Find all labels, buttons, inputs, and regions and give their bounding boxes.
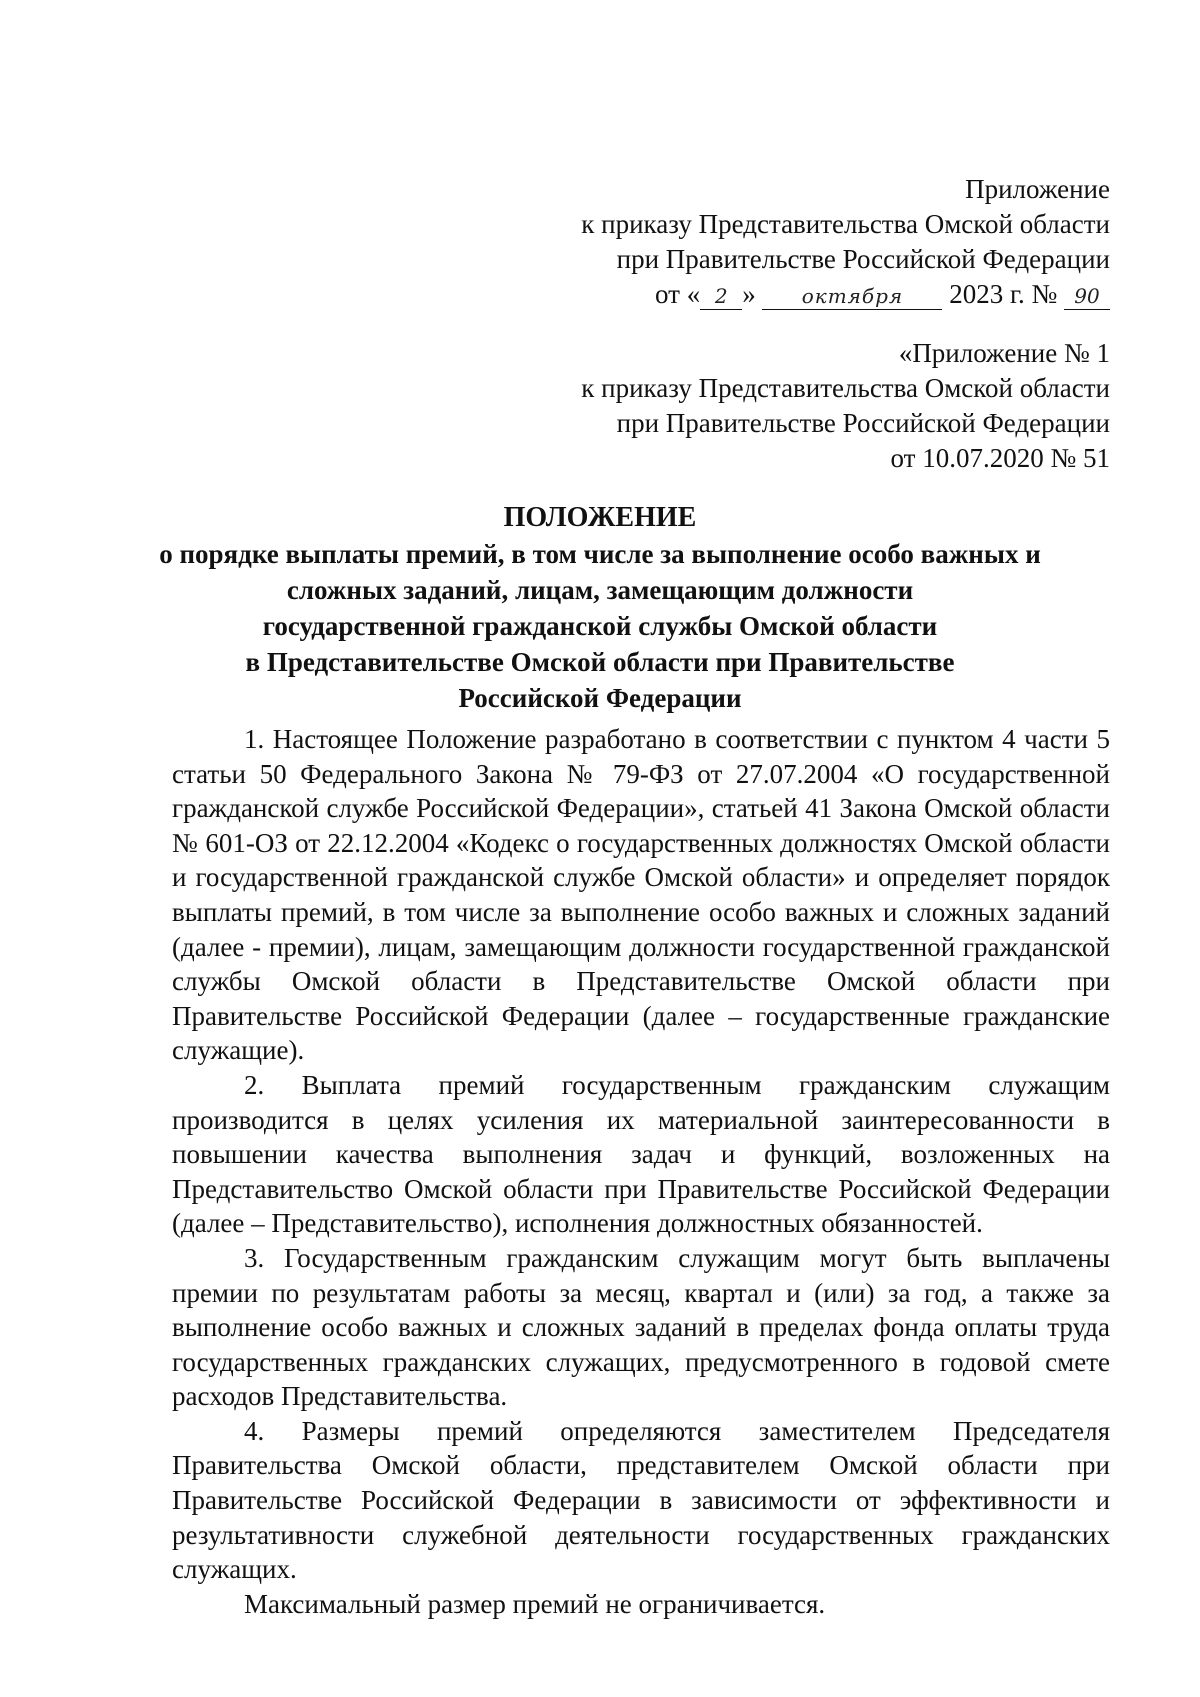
- title-main: ПОЛОЖЕНИЕ: [503, 502, 697, 533]
- paragraph-3: 3. Государственным гражданским служащим могут быть выплачены премии по результатам работы за месяц, квартал и (или) за год, а также за выполнение особо важных и сложных заданий в пределах фонда оплаты труда государственных гражданских служащих, предусмотренного в годовой смете расходов Представительства.: [172, 1242, 1110, 1412]
- paragraph-5: Максимальный размер премий не ограничивается.: [244, 1588, 826, 1619]
- original-appendix-header: [581, 336, 1110, 476]
- paragraph-1: 1. Настоящее Положение разработано в соответствии с пунктом 4 части 5 статьи 50 Федерального Закона № 79-ФЗ от 27.07.2004 «О государственной гражданской службе Российской Федерации», статьей 41 Закона Омской области № 601-ОЗ от 22.12.2004 «Кодекс о государственных должностях Омской области и государственной гражданской службе Омской области» и определяет порядок выплаты премий, в том числе за выполнение особо важных и сложных заданий (далее - премии), лицам, замещающим должности государственной гражданской службы Омской области в Представительстве Омской области при Правительстве Российской Федерации (далее – государственные гражданские служащие).: [172, 724, 1110, 1066]
- appendix-label: Приложение: [965, 174, 1110, 204]
- title-line-1: о порядке выплаты премий, в том числе за выполнение особо важных и: [159, 539, 1041, 569]
- appendix-government-line: при Правительстве Российской Федерации: [616, 244, 1110, 274]
- date-prefix: от «: [655, 279, 701, 309]
- title-line-3: государственной гражданской службы Омской области: [262, 611, 938, 641]
- title-line-2: сложных заданий, лицам, замещающим должности: [286, 575, 914, 605]
- original-appendix-label: «Приложение № 1: [898, 338, 1110, 368]
- original-date-line: от 10.07.2020 № 51: [890, 443, 1110, 473]
- handwritten-day: 2: [700, 283, 742, 310]
- original-order-line: к приказу Представительства Омской области: [581, 373, 1110, 403]
- date-year: 2023 г. №: [949, 279, 1058, 309]
- date-mid: »: [742, 279, 756, 309]
- appendix-date-line: [581, 277, 1110, 312]
- paragraph-2: 2. Выплата премий государственным гражданским служащим производится в целях усиления их материальной заинтересованности в повышении качества выполнения задач и функций, возложенных на Представительство Омской области при Правительстве Российской Федерации (далее – Представительство), исполнения должностных обязанностей.: [172, 1069, 1110, 1239]
- original-government-line: при Правительстве Российской Федерации: [616, 408, 1110, 438]
- title-line-5: Российской Федерации: [458, 683, 742, 713]
- paragraph-4: 4. Размеры премий определяются заместителем Председателя Правительства Омской области, представителем Омской области при Правительстве Российской Федерации в зависимости от эффективности и результативности служебной деятельности государственных гражданских служащих.: [172, 1415, 1110, 1585]
- handwritten-month: октября: [762, 283, 942, 310]
- title-line-4: в Представительстве Омской области при Правительстве: [245, 647, 955, 677]
- handwritten-number: 90: [1064, 283, 1110, 310]
- document-body: [172, 722, 1110, 1621]
- document-title: [90, 500, 1110, 716]
- appendix-header: [581, 172, 1110, 312]
- appendix-order-line: к приказу Представительства Омской области: [581, 209, 1110, 239]
